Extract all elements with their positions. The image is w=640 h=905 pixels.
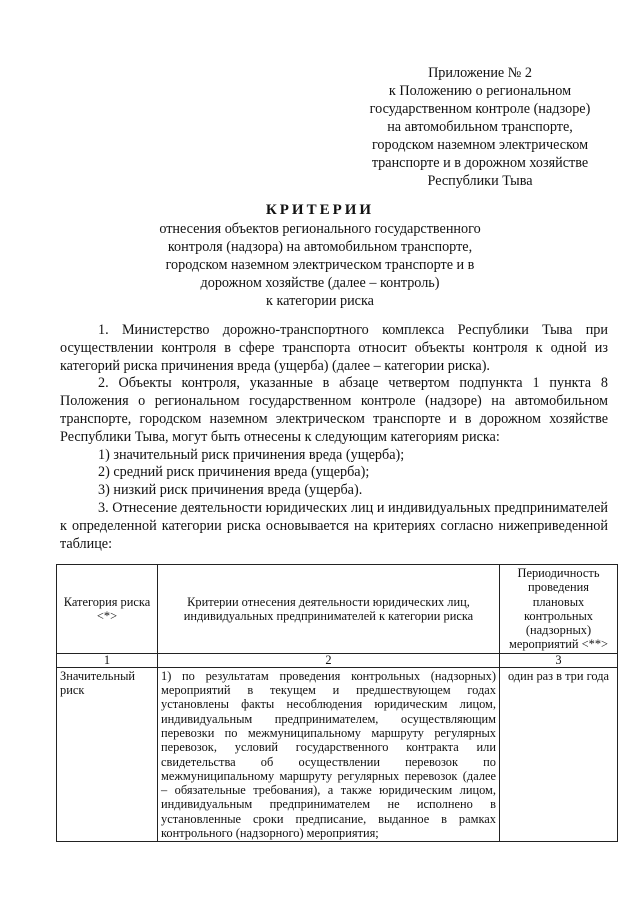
risk-category-item: 3) низкий риск причинения вреда (ущерба).	[98, 482, 363, 499]
annex-line: к Положению о региональном	[388, 83, 572, 99]
annex-line: государственном контроле (надзоре)	[369, 101, 591, 117]
annex-line: городском наземном электрическом	[371, 137, 589, 153]
annex-line: на автомобильном транспорте,	[387, 119, 573, 135]
risk-category-item: 1) значительный риск причинения вреда (ущерба);	[98, 446, 405, 463]
header-periodicity: Периодичность проведения плановых контрольных (надзорных) мероприятий <**>	[500, 565, 618, 654]
column-number: 3	[500, 653, 618, 667]
column-number: 1	[57, 653, 158, 667]
document-subtitle	[0, 220, 640, 310]
subtitle-line: к категории риска	[266, 293, 374, 309]
table-row	[57, 667, 618, 842]
risk-criteria-table	[56, 564, 618, 842]
paragraph-1: 1. Министерство дорожно-транспортного комплекса Республики Тыва при осуществлении контроля в сфере транспорта относит объекты контроля к одной из категорий риска причинения вреда (ущерба) (далее – категории риска).	[60, 322, 608, 374]
subtitle-line: дорожном хозяйстве (далее – контроль)	[200, 275, 440, 291]
annex-line: Приложение № 2	[428, 65, 532, 81]
paragraph-3: 3. Отнесение деятельности юридических лиц и индивидуальных предпринимателей к определенной категории риска основывается на критериях согласно нижеприведенной таблице:	[60, 499, 608, 552]
subtitle-line: отнесения объектов регионального государственного	[159, 221, 481, 237]
subtitle-line: контроля (надзора) на автомобильном транспорте,	[167, 239, 473, 255]
header-category: Категория риска <*>	[57, 565, 158, 654]
annex-line: транспорте и в дорожном хозяйстве	[371, 155, 589, 171]
table-header-row	[57, 565, 618, 654]
subtitle-line: городском наземном электрическом транспорте и в	[165, 257, 475, 273]
document-heading	[0, 200, 640, 310]
paragraph-2: 2. Объекты контроля, указанные в абзаце четвертом подпункта 1 пункта 8 Положения о региональном государственном контроле (надзоре) на автомобильном транспорте, городском наземном электрическом транспорте и в дорожном хозяйстве Республики Тыва, могут быть отнесены к следующим категориям риска:	[60, 375, 608, 445]
header-criteria: Критерии отнесения деятельности юридических лиц, индивидуальных предпринимателей к категории риска	[158, 565, 500, 654]
cell-periodicity: один раз в три года	[500, 667, 618, 842]
document-title: КРИТЕРИИ	[265, 202, 375, 218]
document-body	[60, 322, 608, 553]
annex-line: Республики Тыва	[427, 173, 533, 189]
column-number: 2	[158, 653, 500, 667]
cell-criteria: 1) по результатам проведения контрольных (надзорных) мероприятий в текущем и предшествующем годах установлены факты несоблюдения юридическим лицом, индивидуальным предпринимателем, осуществляющим перевозки по межмуниципальному маршруту регулярных перевозок, условий государственного контракта или свидетельства об осуществлении перевозок по межмуниципальному маршруту регулярных перевозок (далее – обязательные требования), а также юридическим лицом, индивидуальным предпринимателем не исполнено в установленные сроки предписание, выданное в рамках контрольного (надзорного) мероприятия;	[158, 667, 500, 842]
cell-category: Значительный риск	[57, 667, 158, 842]
column-number-row	[57, 653, 618, 667]
risk-category-item: 2) средний риск причинения вреда (ущерба);	[98, 464, 370, 481]
annex-block	[340, 64, 620, 190]
